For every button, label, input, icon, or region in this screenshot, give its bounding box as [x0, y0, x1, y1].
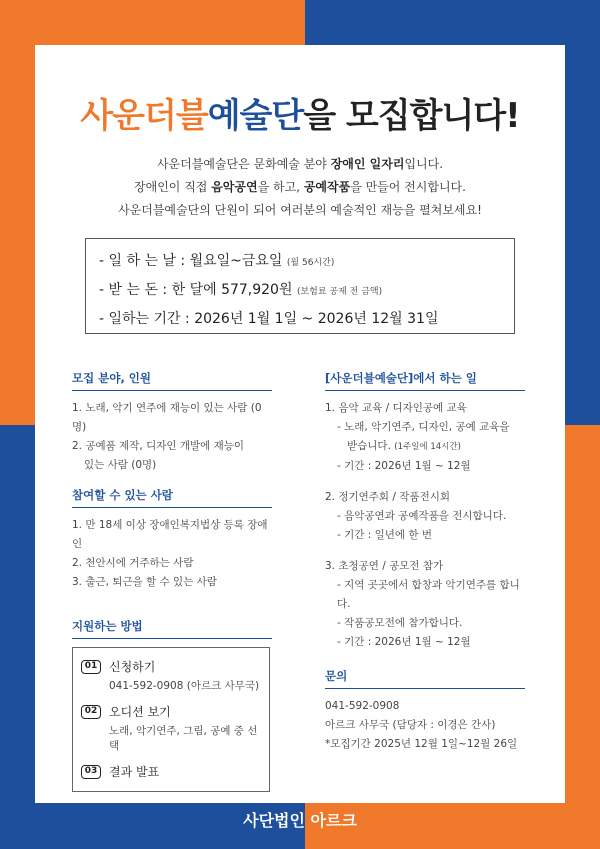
contact-office: 아르크 사무국 (담당자 : 이경은 간사) — [325, 719, 496, 731]
eligible-item: 2. 천안시에 거주하는 사람 — [72, 557, 194, 569]
step-number-badge: 01 — [81, 660, 101, 674]
apply-step-3: 03 결과 발표 — [81, 763, 261, 780]
work-conditions-box — [85, 238, 515, 334]
intro-line-2: 장애인이 직접 음악공연을 하고, 공예작품을 만들어 전시합니다. — [134, 180, 466, 194]
work-item: 2. 정기연주회 / 작품전시회 — [325, 491, 450, 503]
work-item: - 기간 : 2026년 1월 ~ 12월 — [337, 460, 471, 472]
intro-line-3: 사운더블예술단의 단원이 되어 여러분의 예술적인 재능을 펼쳐보세요! — [118, 203, 482, 217]
apply-step-2: 02 오디션 보기 — [81, 703, 261, 720]
title-part-3: 을 모집합니다! — [303, 96, 520, 136]
recruit-item: 2. 공예품 제작, 디자인 개발에 재능이 — [72, 440, 245, 452]
apply-steps-box — [72, 647, 270, 792]
contact-section-title: 문의 — [325, 668, 525, 689]
title-part-2: 예술단 — [207, 96, 304, 136]
work-item: - 작품공모전에 참가합니다. — [337, 617, 463, 629]
step-number-badge: 03 — [81, 765, 101, 779]
work-item: - 노래, 악기연주, 디자인, 공예 교육을 — [337, 421, 510, 433]
recruit-section-title: 모집 분야, 인원 — [72, 370, 272, 391]
work-item: - 지역 곳곳에서 합창과 악기연주를 합니다. — [337, 579, 520, 610]
apply-step-2-detail: 노래, 악기연주, 그림, 공예 중 선택 — [109, 725, 258, 752]
work-period-row: - 일하는 기간 : 2026년 1월 1일 ~ 2026년 12월 31일 — [99, 311, 439, 327]
poster-card — [35, 45, 565, 803]
pay-row: - 받 는 돈 : 한 달에 577,920원 (보험료 공제 전 금액) — [99, 282, 383, 298]
right-column — [325, 370, 525, 754]
work-item: - 음악공연과 공예작품을 전시합니다. — [337, 510, 507, 522]
work-section-title: [사운더블예술단]에서 하는 일 — [325, 370, 525, 391]
eligible-item: 1. 만 18세 이상 장애인복지법상 등록 장애인 — [72, 519, 268, 550]
intro-line-1: 사운더블예술단은 문화예술 분야 장애인 일자리입니다. — [156, 157, 444, 171]
recruit-item: 1. 노래, 악기 연주에 재능이 있는 사람 (0명) — [72, 402, 262, 433]
work-item: 받습니다. (1주일에 14시간) — [347, 440, 461, 452]
intro-text — [35, 153, 565, 222]
apply-section-title: 지원하는 방법 — [72, 618, 272, 639]
eligible-item: 3. 출근, 퇴근을 할 수 있는 사람 — [72, 576, 217, 588]
work-item: - 기간 : 일년에 한 번 — [337, 529, 433, 541]
work-days-row: - 일 하 는 날 : 월요일~금요일 (월 56시간) — [99, 253, 335, 269]
work-item: - 기간 : 2026년 1월 ~ 12월 — [337, 636, 471, 648]
organization-name: 사단법인 아르크 — [243, 811, 357, 830]
recruit-item: 있는 사람 (0명) — [84, 459, 157, 471]
apply-step-1-detail: 041-592-0908 (아르크 사무국) — [109, 680, 260, 692]
contact-phone: 041-592-0908 — [325, 700, 400, 712]
work-item: 3. 초청공연 / 공모전 참가 — [325, 560, 444, 572]
step-number-badge: 02 — [81, 705, 101, 719]
recruit-period: *모집기간 2025년 12월 1일~12월 26일 — [325, 738, 518, 750]
page-title — [35, 88, 565, 137]
left-column — [72, 370, 272, 792]
title-part-1: 사운더블 — [80, 96, 208, 136]
apply-step-1: 01 신청하기 — [81, 658, 261, 675]
eligible-section-title: 참여할 수 있는 사람 — [72, 487, 272, 508]
work-item: 1. 음악 교육 / 디자인공예 교육 — [325, 402, 467, 414]
